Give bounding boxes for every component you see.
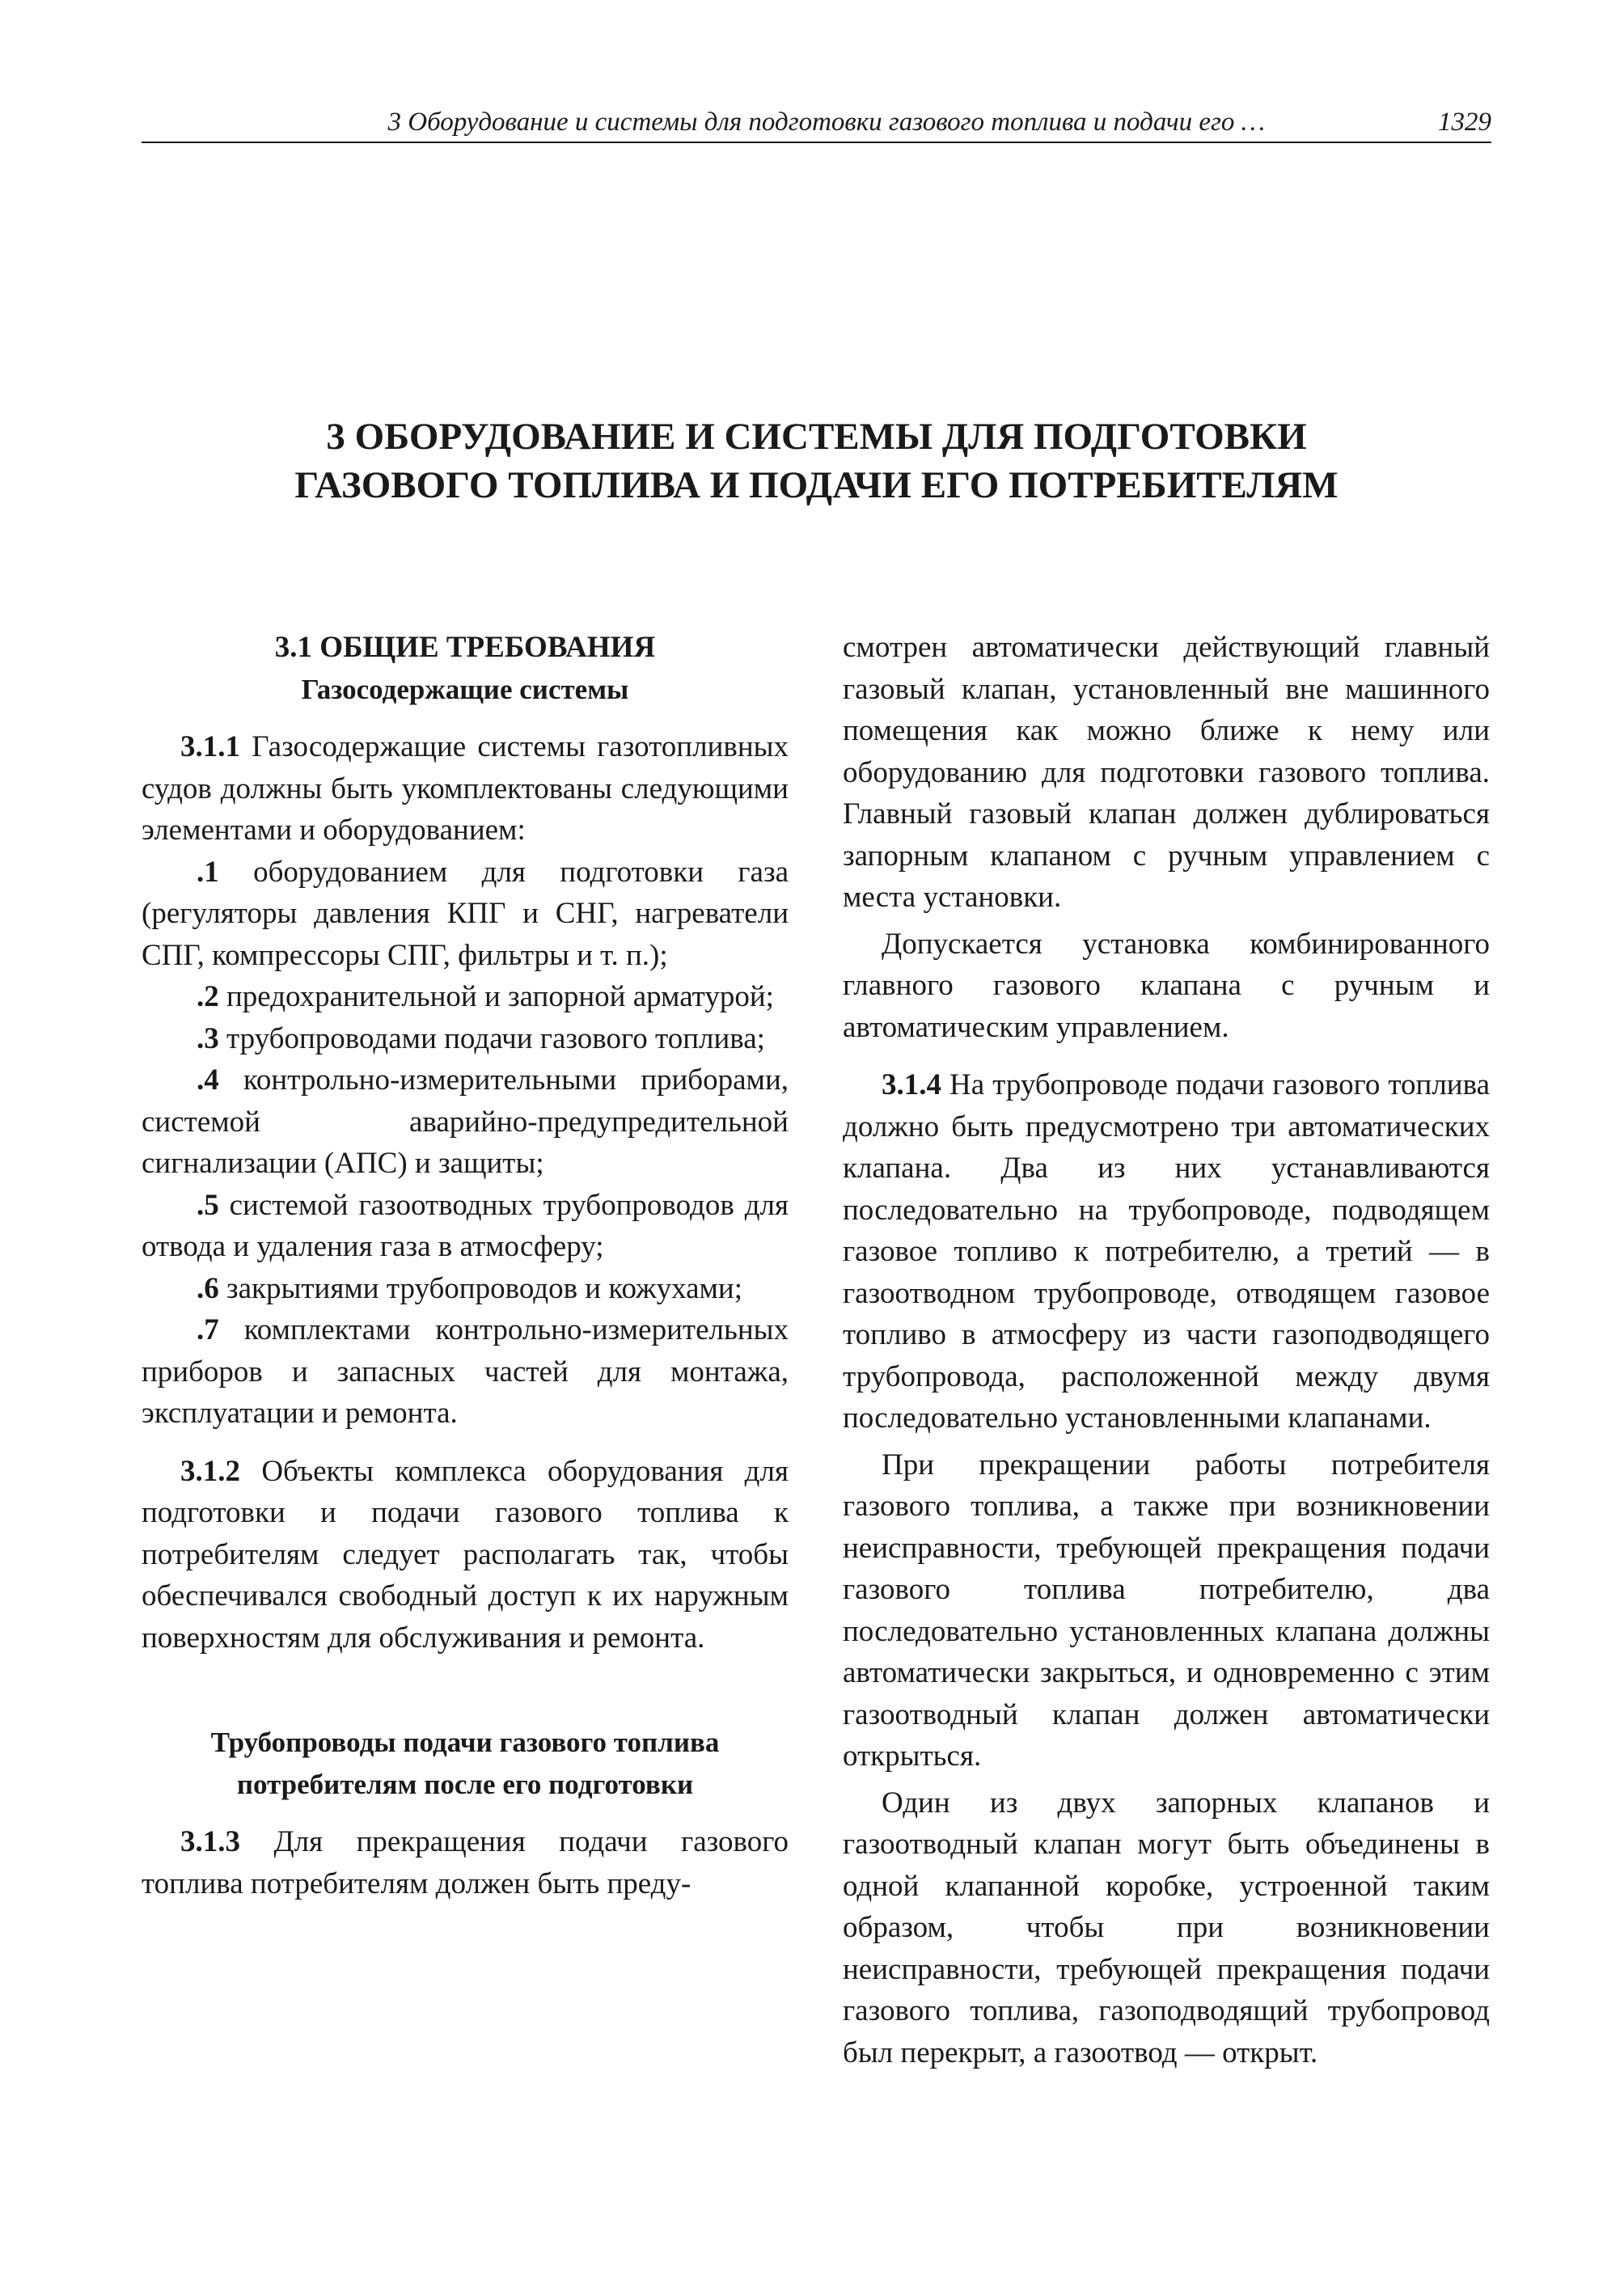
chapter-title (142, 412, 1491, 509)
list-item (142, 1268, 789, 1310)
paragraph-text: На трубопроводе подачи газового топлива должно быть предусмотрено три автоматических клапана. Два из них устанавливаются последовательно на трубопроводе, подводящем газовое топливо к потребителю, а третий — в газоотводном трубопроводе, отводящем газовое топливо в атмосферу из части газоподводящего трубопровода, расположенной между двумя последовательно установленными клапанами. (843, 1068, 1490, 1435)
chapter-title-line-2: ГАЗОВОГО ТОПЛИВА И ПОДАЧИ ЕГО ПОТРЕБИТЕЛЯМ (294, 464, 1339, 506)
section-title: 3.1 ОБЩИЕ ТРЕБОВАНИЯ (274, 631, 656, 664)
list-item-number: .3 (197, 1021, 219, 1055)
list-item (142, 1059, 789, 1185)
list-item-number: .4 (197, 1063, 219, 1097)
chapter-title-line-1: 3 ОБОРУДОВАНИЕ И СИСТЕМЫ ДЛЯ ПОДГОТОВКИ (326, 416, 1307, 458)
subsection-title-gas-systems: Газосодержащие системы (301, 673, 629, 705)
clause-number: 3.1.4 (882, 1068, 941, 1101)
paragraph-3-1-3 (142, 1821, 789, 1904)
clause-number: 3.1.3 (180, 1825, 240, 1858)
paragraph-3-1-3-second: Допускается установка комбинированного главного газового клапана с ручным и автоматическим управлением. (843, 927, 1490, 1044)
running-header (142, 106, 1491, 143)
list-item-number: .5 (197, 1188, 219, 1222)
right-column (843, 627, 1490, 2073)
paragraph-3-1-4-second: При прекращении работы потребителя газового топлива, а также при возникновении неисправности, требующей прекращения подачи газового топлива потребителю, два последовательно установленных клапана должны автоматически закрыться, и одновременно с этим газоотводный клапан должен автоматически открыться. (843, 1448, 1490, 1773)
list-item-number: .1 (197, 855, 219, 889)
list-item-text: системой газоотводных трубопроводов для отвода и удаления газа в атмосферу; (142, 1188, 789, 1263)
list-item (142, 976, 789, 1018)
paragraph-text: Газосодержащие системы газотопливных судов должны быть укомплектованы следующими элементами и оборудованием: (142, 730, 789, 847)
paragraph-3-1-2 (142, 1451, 789, 1659)
subsection-title-line-2: потребителям после его подготовки (236, 1768, 694, 1800)
list-item-text: комплектами контрольно-измерительных приборов и запасных частей для монтажа, эксплуатации и ремонта. (142, 1313, 789, 1430)
list-item-text: предохранительной и запорной арматурой; (226, 980, 774, 1013)
list-item (142, 1309, 789, 1435)
paragraph-3-1-4-third: Один из двух запорных клапанов и газоотводный клапан могут быть объединены в одной клапанной коробке, устроенной таким образом, чтобы при возникновении неисправности, требующей прекращения подачи газового топлива, газоподводящий трубопровод был перекрыт, а газоотвод — открыт. (843, 1786, 1490, 2069)
paragraph-3-1-3-continued: смотрен автоматически действующий главный газовый клапан, установленный вне машинного помещения как можно ближе к нему или оборудованию для подготовки газового топлива. Главный газовый клапан должен дублироваться запорным клапаном с ручным управлением с места установки. (843, 631, 1490, 914)
list-item-text: оборудованием для подготовки газа (регуляторы давления КПГ и СНГ, нагреватели СПГ, компрессоры СПГ, фильтры и т. п.); (142, 855, 789, 972)
list-item-text: закрытиями трубопроводов и кожухами; (226, 1271, 743, 1305)
list-item (142, 852, 789, 977)
list-item (142, 1185, 789, 1268)
running-header-title: 3 Оборудование и системы для подготовки газового топлива и подачи его … (387, 108, 1265, 137)
clause-number: 3.1.2 (180, 1454, 240, 1488)
page-number: 1329 (1438, 108, 1491, 137)
subsection-title-line-1: Трубопроводы подачи газового топлива (210, 1727, 720, 1758)
paragraph-3-1-1 (142, 726, 789, 852)
subsection-title-pipelines (142, 1722, 789, 1805)
paragraph-text: Объекты комплекса оборудования для подготовки и подачи газового топлива к потребителям следует располагать так, чтобы обеспечивался свободный доступ к их наружным поверхностям для обслуживания и ремонта. (142, 1454, 789, 1655)
list-item-text: контрольно-измерительными приборами, системой аварийно-предупредительной сигнализации (АПС) и защиты; (142, 1063, 789, 1180)
left-column (142, 627, 789, 1904)
list-item-number: .7 (197, 1313, 219, 1346)
list-item (142, 1018, 789, 1060)
clause-number: 3.1.1 (180, 730, 240, 763)
list-item-number: .2 (197, 980, 219, 1013)
paragraph-text: Для прекращения подачи газового топлива потребителям должен быть преду- (142, 1825, 789, 1900)
list-item-number: .6 (197, 1271, 219, 1305)
paragraph-3-1-4 (843, 1064, 1490, 1439)
list-item-text: трубопроводами подачи газового топлива; (226, 1021, 765, 1055)
